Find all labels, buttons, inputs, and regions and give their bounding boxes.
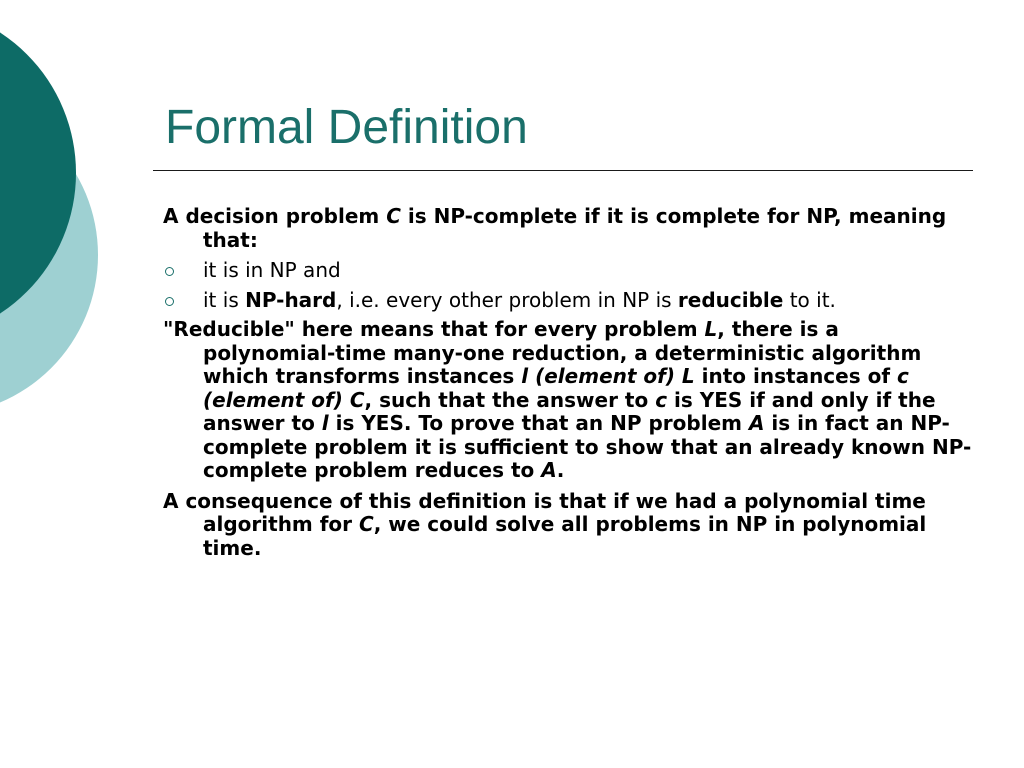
title-divider (153, 170, 973, 171)
hollow-circle-bullet-icon (165, 267, 174, 276)
paragraph-reducible: "Reducible" here means that for every problem L, there is a polynomial-time many-one reduction, a deterministic algorithm which transforms instances l (element of) L into instances of c (element of) C, such that the answer to c is YES if and only if the answer to l is YES. To prove that an NP problem A is in fact an NP-complete problem it is sufficient to show that an already known NP-complete problem reduces to A. (163, 317, 972, 482)
slide-body (163, 205, 973, 567)
bullet-np-hard: it is NP-hard, i.e. every other problem in NP is reducible to it. (163, 289, 973, 313)
bullet-in-np: it is in NP and (163, 259, 973, 283)
paragraph-consequence: A consequence of this definition is that if we had a polynomial time algorithm for C, we could solve all problems in NP in polynomial time. (163, 488, 927, 560)
paragraph-definition: A decision problem C is NP-complete if it is complete for NP, meaning that: (163, 204, 947, 252)
hollow-circle-bullet-icon (165, 297, 174, 306)
slide-title: Formal Definition (165, 101, 528, 154)
decorative-circles (0, 0, 110, 420)
